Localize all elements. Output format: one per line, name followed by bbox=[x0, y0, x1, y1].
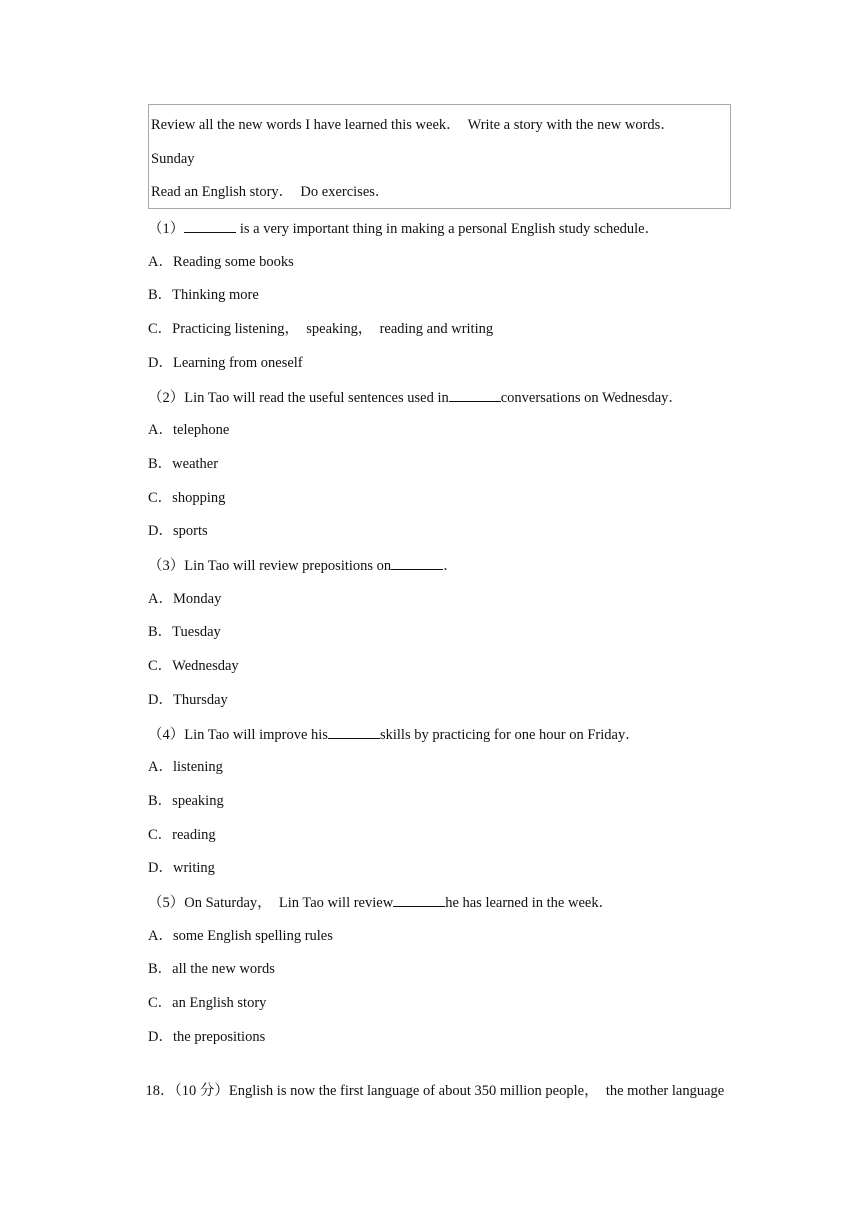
answer-blank bbox=[391, 556, 443, 570]
option-text: speaking bbox=[172, 792, 224, 809]
option-text: telephone bbox=[172, 422, 230, 439]
option-text: Monday bbox=[172, 590, 222, 607]
option-letter: C． bbox=[148, 658, 173, 675]
option-letter: A． bbox=[148, 759, 173, 776]
stem-text-after: conversations on Wednesday． bbox=[500, 389, 683, 406]
stem-text-after: skills by practicing for one hour on Friday． bbox=[379, 726, 640, 743]
option-letter: C． bbox=[148, 321, 173, 338]
option-text: Reading some books bbox=[172, 253, 294, 270]
option-text: shopping bbox=[172, 489, 226, 506]
option-text: Wednesday bbox=[172, 658, 239, 675]
option-text: Thursday bbox=[172, 691, 228, 708]
option-letter: A． bbox=[148, 253, 173, 270]
option-text: Tuesday bbox=[172, 624, 221, 641]
option-letter: D． bbox=[148, 1028, 173, 1045]
option-text: listening bbox=[172, 759, 223, 776]
answer-option bbox=[148, 354, 303, 372]
question-stem bbox=[148, 219, 659, 238]
option-text: Practicing listening， speaking， reading and writing bbox=[172, 321, 494, 338]
stem-text-after: he has learned in the week． bbox=[445, 895, 614, 911]
option-text: weather bbox=[172, 455, 219, 472]
option-text: Thinking more bbox=[172, 287, 259, 304]
table-row: Read an English story． Do exercises． bbox=[151, 184, 390, 200]
answer-blank bbox=[184, 219, 236, 233]
schedule-table bbox=[148, 104, 731, 209]
option-letter: D． bbox=[148, 860, 173, 877]
option-letter: A． bbox=[148, 422, 173, 439]
answer-option bbox=[148, 455, 218, 473]
option-letter: B． bbox=[148, 792, 173, 809]
answer-option bbox=[148, 859, 215, 877]
table-row: Sunday bbox=[151, 151, 195, 167]
option-text: some English spelling rules bbox=[172, 927, 333, 944]
answer-option bbox=[148, 1028, 265, 1046]
answer-blank bbox=[393, 893, 445, 907]
answer-blank bbox=[328, 725, 380, 739]
question-text: English is now the first language of about 350 million people， the mother language bbox=[228, 1083, 725, 1099]
option-letter: C． bbox=[148, 995, 173, 1012]
answer-option bbox=[148, 691, 228, 709]
answer-option bbox=[148, 590, 221, 608]
option-text: all the new words bbox=[172, 961, 275, 978]
question-stem bbox=[148, 556, 458, 575]
option-letter: D． bbox=[148, 354, 173, 371]
question-number: （2） bbox=[148, 389, 185, 406]
stem-text-after: is a very important thing in making a personal English study schedule． bbox=[236, 221, 660, 237]
answer-option bbox=[148, 489, 225, 507]
option-letter: B． bbox=[148, 624, 173, 641]
question-number: （5） bbox=[148, 895, 185, 911]
answer-option bbox=[148, 623, 221, 641]
answer-option bbox=[148, 927, 333, 945]
option-text: sports bbox=[172, 523, 208, 540]
answer-option bbox=[148, 253, 294, 271]
stem-text-before: Lin Tao will improve his bbox=[184, 726, 328, 743]
option-letter: D． bbox=[148, 523, 173, 540]
table-row: Review all the new words I have learned this week． Write a story with the new words． bbox=[151, 117, 675, 133]
answer-option bbox=[148, 758, 223, 776]
option-letter: D． bbox=[148, 691, 173, 708]
stem-text-before: On Saturday， Lin Tao will review bbox=[184, 895, 394, 911]
option-text: reading bbox=[172, 826, 216, 843]
stem-text-before: Lin Tao will review prepositions on bbox=[184, 558, 392, 574]
option-text: the prepositions bbox=[172, 1028, 266, 1045]
stem-text-after: ． bbox=[443, 558, 458, 574]
question-stem bbox=[148, 388, 683, 407]
option-letter: B． bbox=[148, 287, 173, 304]
stem-text-before: Lin Tao will read the useful sentences used in bbox=[184, 389, 449, 406]
answer-option bbox=[148, 286, 259, 304]
answer-option bbox=[148, 826, 216, 844]
answer-option bbox=[148, 657, 239, 675]
option-letter: C． bbox=[148, 826, 173, 843]
answer-option bbox=[148, 320, 493, 338]
answer-option bbox=[148, 421, 229, 439]
question-number: （4） bbox=[148, 726, 185, 743]
answer-blank bbox=[449, 388, 501, 402]
option-text: writing bbox=[172, 860, 215, 877]
answer-option bbox=[148, 792, 224, 810]
question-number: （3） bbox=[148, 558, 185, 574]
option-letter: C． bbox=[148, 489, 173, 506]
option-text: an English story bbox=[172, 995, 267, 1012]
option-text: Learning from oneself bbox=[172, 354, 303, 371]
option-letter: A． bbox=[148, 927, 173, 944]
question-stem bbox=[148, 893, 613, 912]
option-letter: B． bbox=[148, 961, 173, 978]
question-number: （1） bbox=[148, 221, 185, 237]
option-letter: B． bbox=[148, 455, 173, 472]
answer-option bbox=[148, 522, 208, 540]
question-number: 18．（10 分） bbox=[145, 1083, 229, 1099]
question-stem bbox=[148, 725, 640, 744]
next-question bbox=[131, 1064, 724, 1118]
answer-option bbox=[148, 960, 275, 978]
option-letter: A． bbox=[148, 590, 173, 607]
answer-option bbox=[148, 994, 266, 1012]
